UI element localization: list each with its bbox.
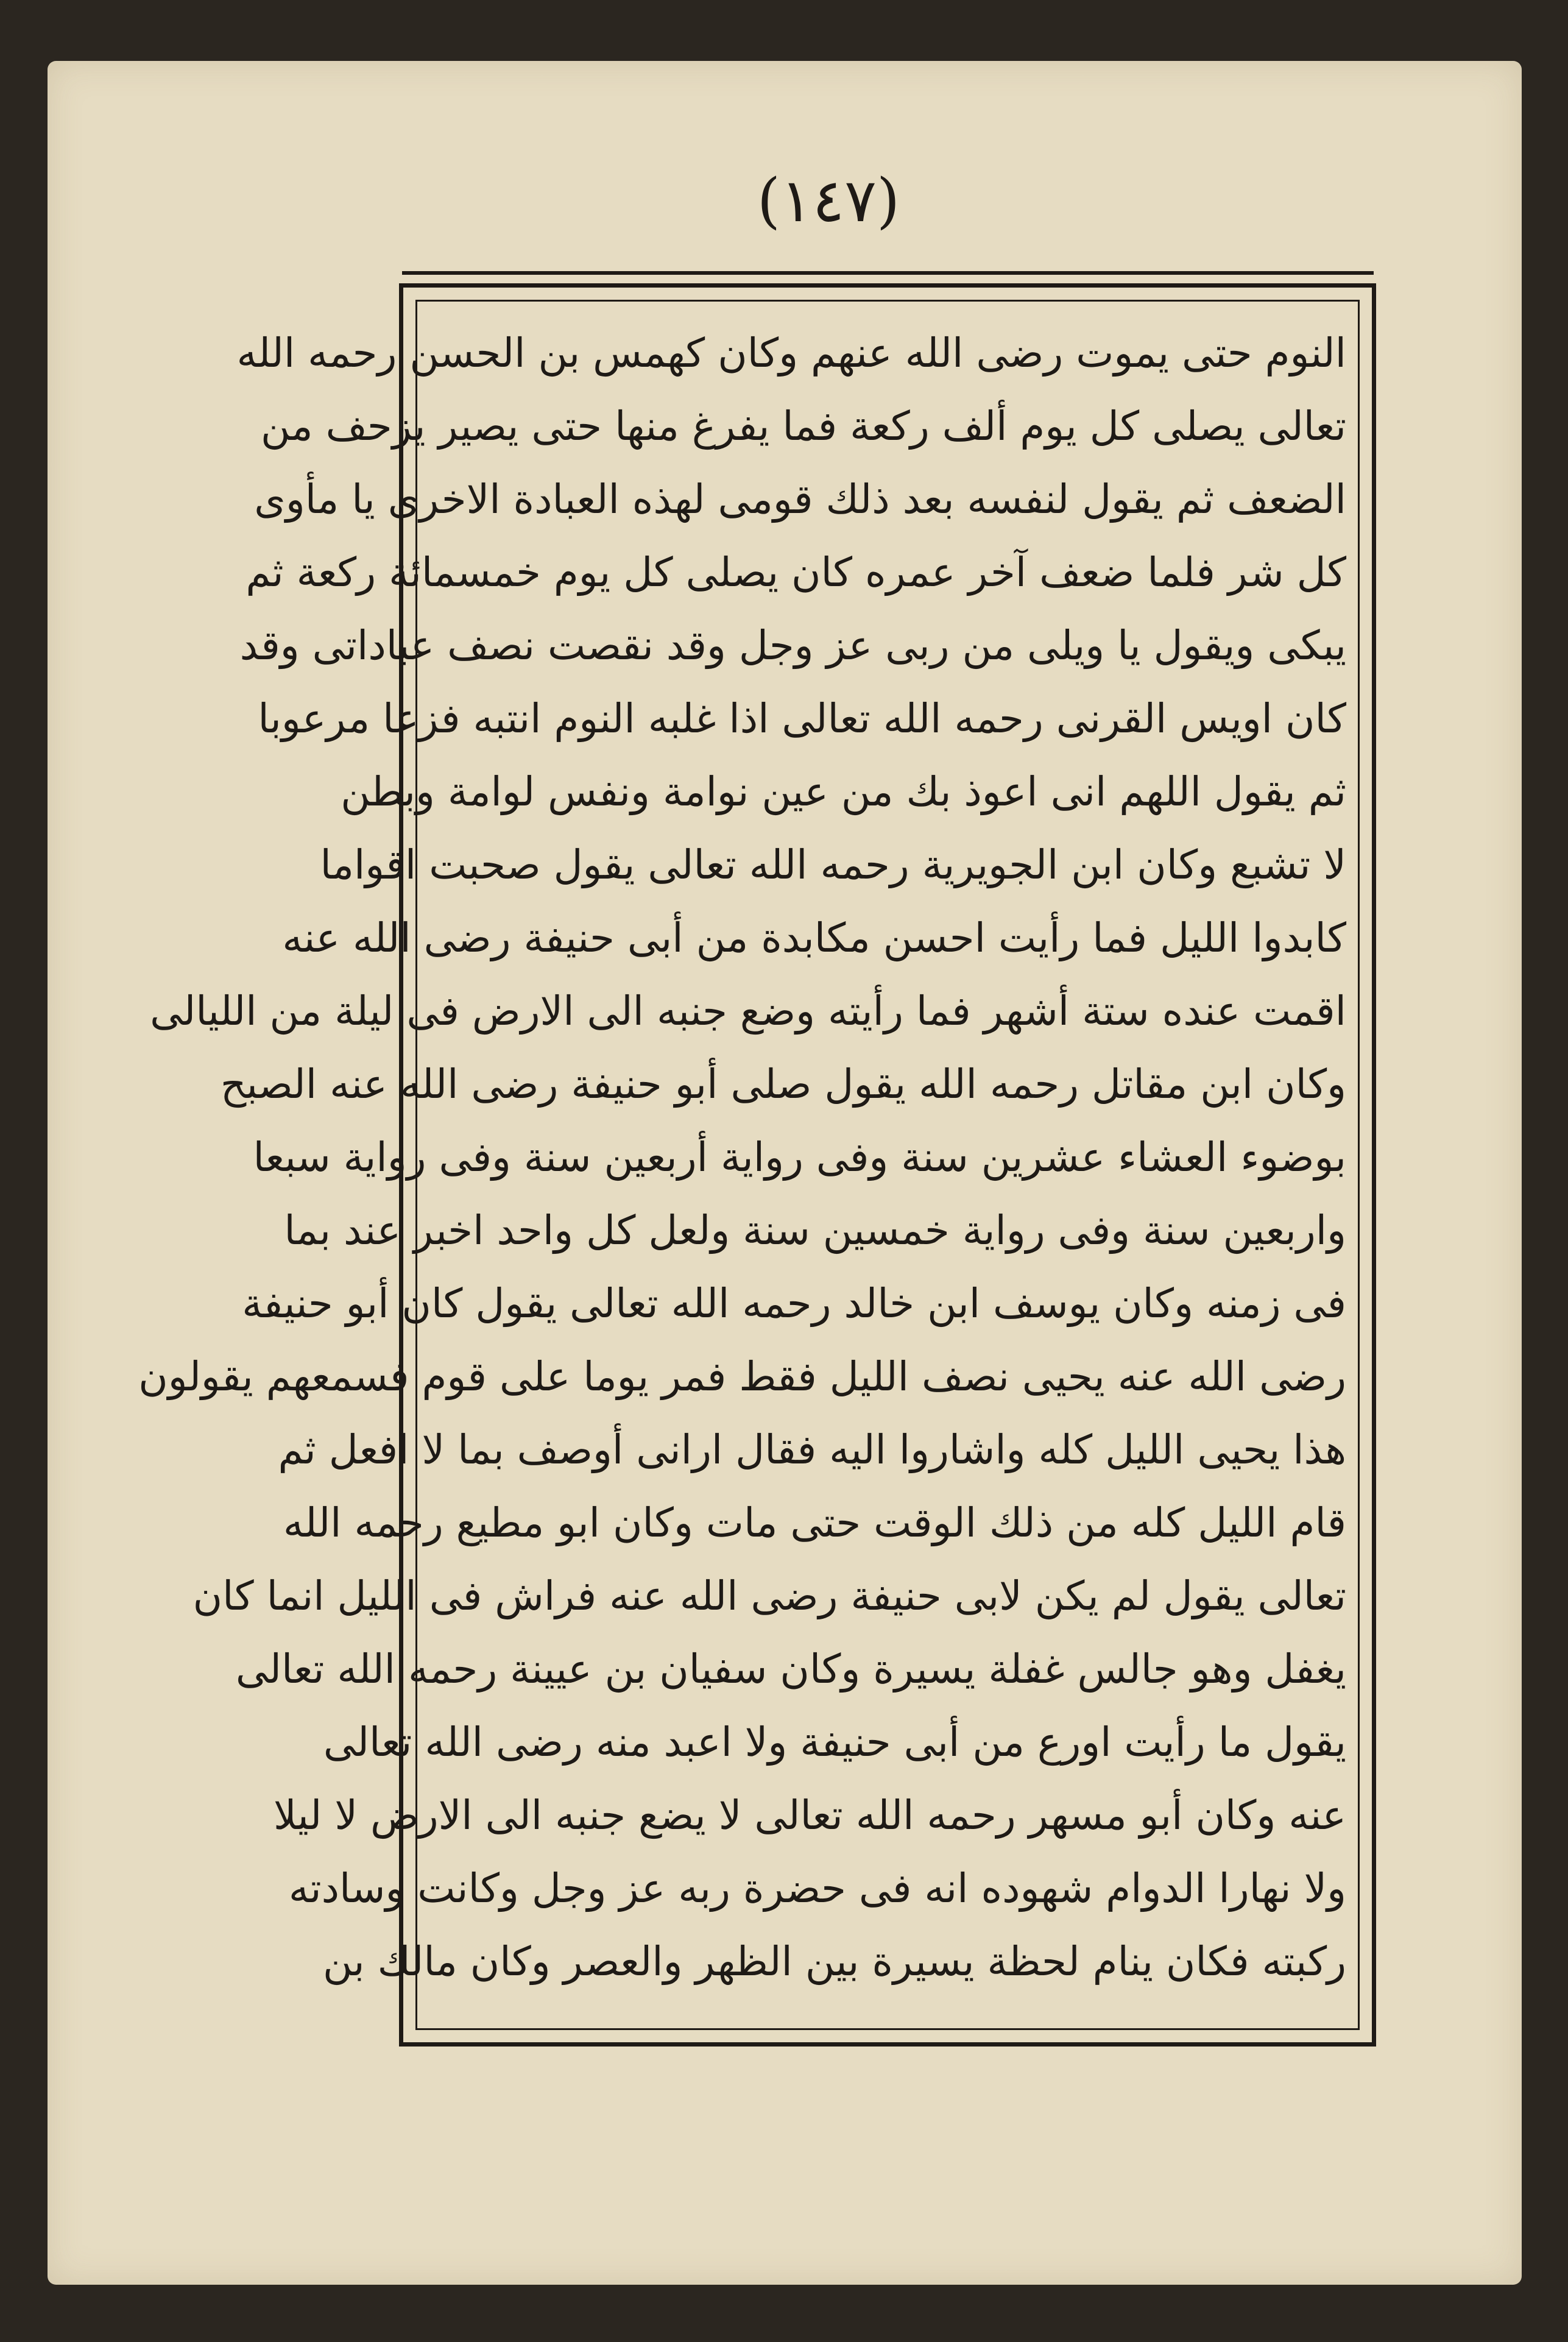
text-line: وكان ابن مقاتل رحمه الله يقول صلى أبو حنيفة رضى الله عنه الصبح [220, 1061, 1346, 1108]
text-line: تعالى يقول لم يكن لابى حنيفة رضى الله عنه فراش فى الليل انما كان [192, 1573, 1346, 1619]
text-line: فى زمنه وكان يوسف ابن خالد رحمه الله تعالى يقول كان أبو حنيفة [242, 1280, 1346, 1327]
text-line: يبكى ويقول يا ويلى من ربى عز وجل وقد نقصت نصف عباداتى وقد [239, 622, 1346, 669]
text-line: هذا يحيى الليل كله واشاروا اليه فقال ارانى أوصف بما لا افعل ثم [278, 1426, 1346, 1473]
text-line: بوضوء العشاء عشرين سنة وفى رواية أربعين سنة وفى رواية سبعا [253, 1134, 1346, 1181]
text-line: اقمت عنده ستة أشهر فما رأيته وضع جنبه الى الارض فى ليلة من الليالى [150, 988, 1346, 1035]
text-line: كل شر فلما ضعف آخر عمره كان يصلى كل يوم خمسمائة ركعة ثم [245, 549, 1346, 596]
text-line: لا تشبع وكان ابن الجويرية رحمه الله تعالى يقول صحبت اقواما [320, 841, 1346, 888]
text-line: كان اويس القرنى رحمه الله تعالى اذا غلبه النوم انتبه فزعا مرعوبا [258, 695, 1346, 742]
text-line: تعالى يصلى كل يوم ألف ركعة فما يفرغ منها حتى يصير يزحف من [261, 403, 1346, 450]
text-line: ولا نهارا الدوام شهوده انه فى حضرة ربه عز وجل وكانت وسادته [288, 1865, 1346, 1912]
text-line: الضعف ثم يقول لنفسه بعد ذلك قومى لهذه العبادة الاخرى يا مأوى [254, 476, 1346, 523]
text-line: النوم حتى يموت رضى الله عنهم وكان كهمس بن الحسن رحمه الله [236, 330, 1346, 377]
text-line: يغفل وهو جالس غفلة يسيرة وكان سفيان بن عيينة رحمه الله تعالى [235, 1646, 1346, 1693]
header-rule [402, 271, 1374, 275]
text-line: رضى الله عنه يحيى نصف الليل فقط فمر يوما على قوم فسمعهم يقولون [138, 1353, 1346, 1400]
page-number: (١٤٧) [757, 166, 900, 236]
text-line: عنه وكان أبو مسهر رحمه الله تعالى لا يضع جنبه الى الارض لا ليلا [273, 1792, 1346, 1839]
body-text [138, 317, 1346, 1998]
text-line: ثم يقول اللهم انى اعوذ بك من عين نوامة ونفس لوامة وبطن [341, 768, 1346, 815]
text-line: واربعين سنة وفى رواية خمسين سنة ولعل كل واحد اخبر عند بما [284, 1207, 1346, 1254]
text-line: ركبته فكان ينام لحظة يسيرة بين الظهر والعصر وكان مالك بن [323, 1938, 1346, 1985]
text-line: يقول ما رأيت اورع من أبى حنيفة ولا اعبد منه رضى الله تعالى [323, 1719, 1346, 1766]
text-line: قام الليل كله من ذلك الوقت حتى مات وكان ابو مطيع رحمه الله [283, 1499, 1346, 1546]
text-line: كابدوا الليل فما رأيت احسن مكابدة من أبى حنيفة رضى الله عنه [282, 915, 1346, 961]
